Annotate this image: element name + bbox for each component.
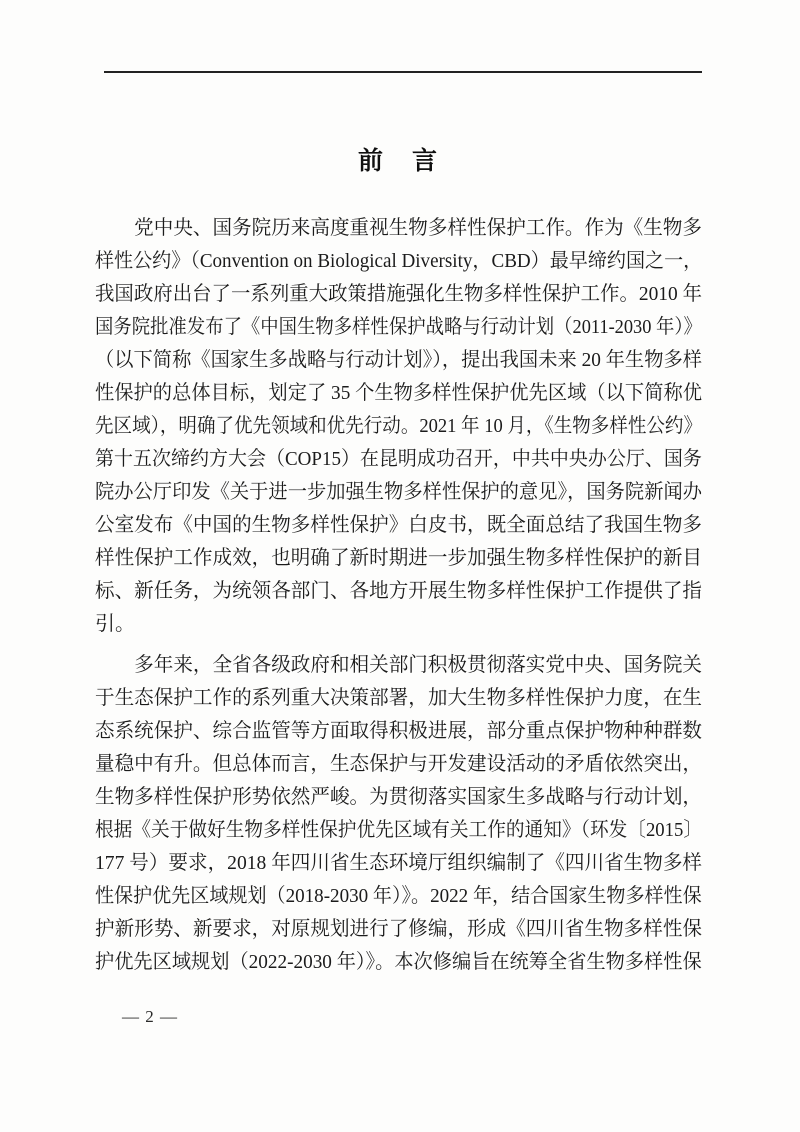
- text-line: 根据《关于做好生物多样性保护优先区域有关工作的通知》（环发〔2015〕: [95, 819, 702, 841]
- text-line: 第十五次缔约方大会（COP15）在昆明成功召开，中共中央办公厅、国务: [95, 448, 702, 470]
- document-body: [95, 212, 702, 979]
- text-line: 护新形势、新要求，对原规划进行了修编，形成《四川省生物多样性保: [95, 918, 702, 940]
- text-line: 于生态保护工作的系列重大决策部署，加大生物多样性保护力度，在生: [95, 687, 702, 709]
- text-line: 样性公约》（Convention on Biological Diversity，CBD）最早缔约国之一，: [95, 250, 703, 272]
- text-line: 我国政府出台了一系列重大政策措施强化生物多样性保护工作。2010 年: [95, 283, 702, 305]
- text-line: 标、新任务，为统领各部门、各地方开展生物多样性保护工作提供了指: [95, 580, 702, 602]
- text-line: 177 号）要求，2018 年四川省生态环境厅组织编制了《四川省生物多样: [95, 852, 702, 874]
- text-line: 态系统保护、综合监管等方面取得积极进展，部分重点保护物种种群数: [95, 720, 702, 742]
- text-line: 院办公厅印发《关于进一步加强生物多样性保护的意见》，国务院新闻办: [95, 481, 702, 503]
- text-line: 性保护的总体目标，划定了 35 个生物多样性保护优先区域（以下简称优: [95, 382, 702, 404]
- header-rule: [104, 71, 702, 73]
- text-line: （以下简称《国家生多战略与行动计划》），提出我国未来 20 年生物多样: [95, 349, 702, 371]
- page-title: 前 言: [357, 147, 439, 175]
- text-line: 多年来，全省各级政府和相关部门积极贯彻落实党中央、国务院关: [134, 654, 703, 676]
- text-line: 护优先区域规划（2022-2030 年）》。本次修编旨在统筹全省生物多样性保: [95, 951, 702, 973]
- text-line: 党中央、国务院历来高度重视生物多样性保护工作。作为《生物多: [134, 217, 703, 239]
- text-line: 量稳中有升。但总体而言，生态保护与开发建设活动的矛盾依然突出，: [95, 753, 702, 775]
- text-line: 生物多样性保护形势依然严峻。为贯彻落实国家生多战略与行动计划，: [95, 786, 702, 808]
- text-line: 国务院批准发布了《中国生物多样性保护战略与行动计划（2011-2030 年）》: [95, 316, 702, 338]
- text-line: 性保护优先区域规划（2018-2030 年）》。2022 年，结合国家生物多样性保: [95, 885, 702, 907]
- text-line: 公室发布《中国的生物多样性保护》白皮书，既全面总结了我国生物多: [95, 514, 702, 536]
- paragraph-1: [95, 212, 702, 641]
- paragraph-2: [95, 649, 702, 979]
- text-line: 样性保护工作成效，也明确了新时期进一步加强生物多样性保护的新目: [95, 547, 702, 569]
- text-line: 先区域），明确了优先领域和优先行动。2021 年 10 月，《生物多样性公约》: [95, 415, 702, 437]
- page-number: — 2 —: [122, 1007, 178, 1026]
- text-line: 引。: [95, 613, 135, 635]
